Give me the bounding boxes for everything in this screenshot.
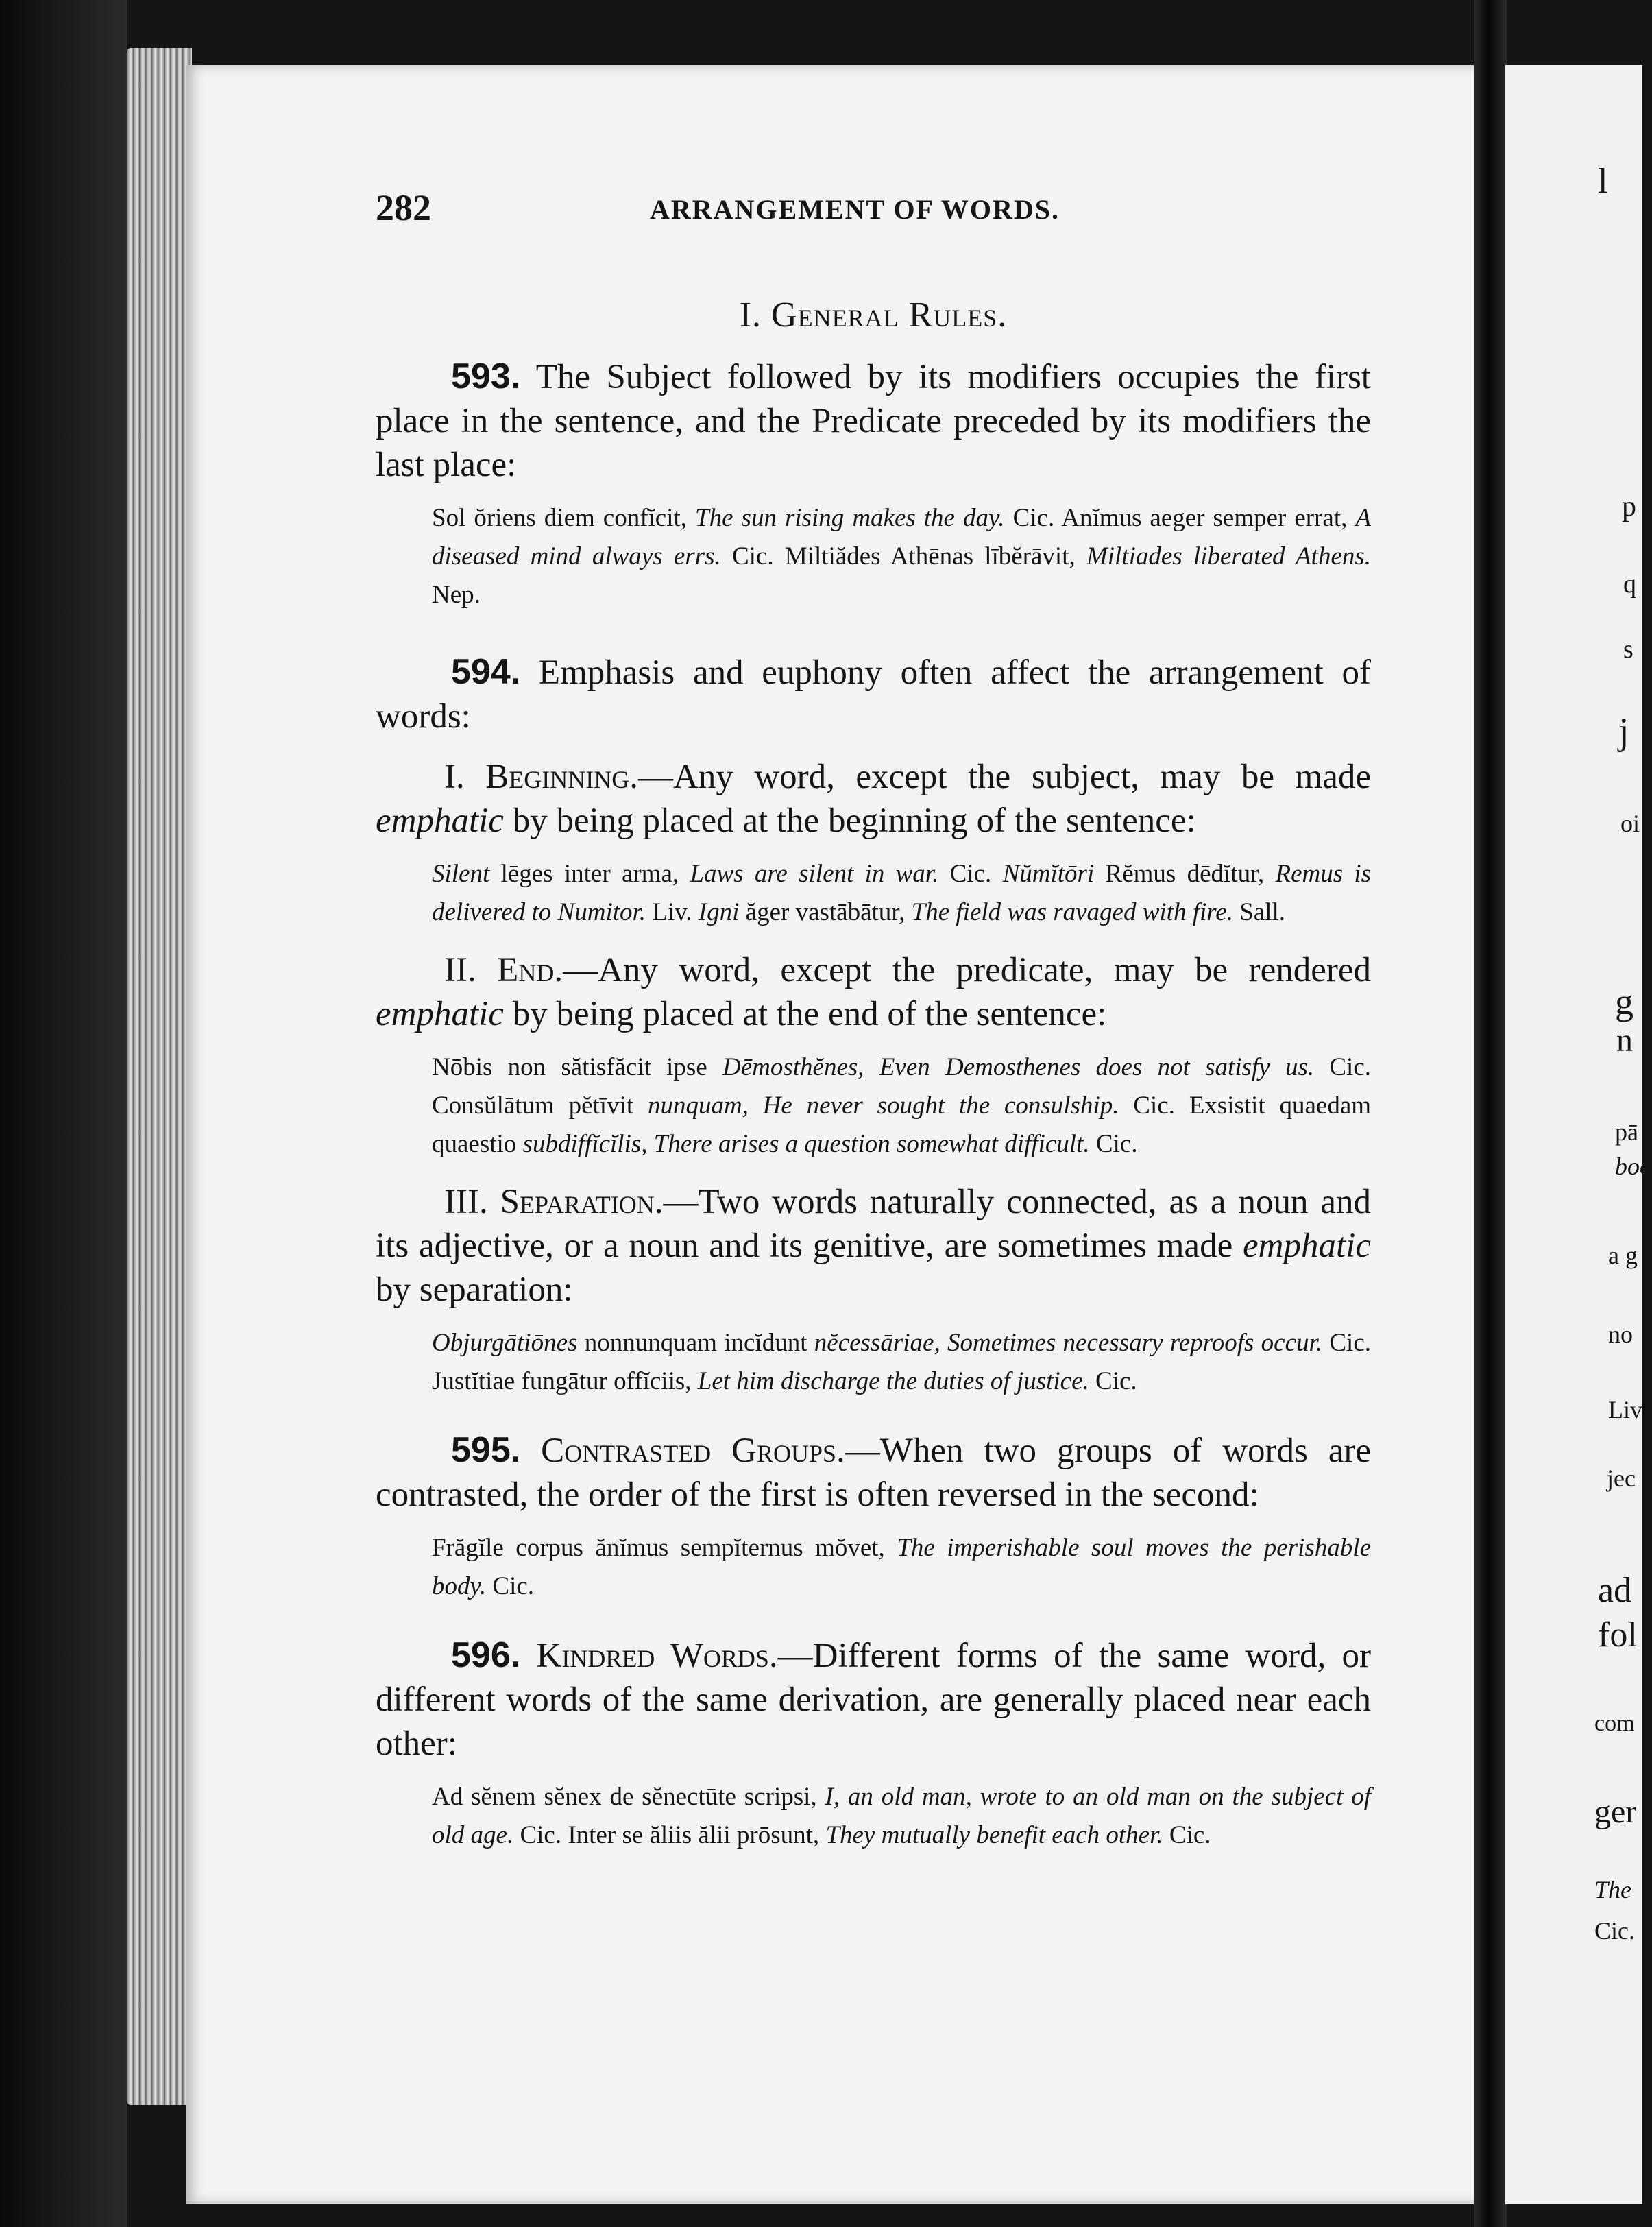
latin-emphatic-word: subdiffĭcĭlis,	[522, 1130, 648, 1158]
latin-example: ăger vastābātur,	[745, 898, 906, 926]
source-citation: Nep.	[432, 581, 481, 609]
right-page-fragment: g	[1615, 981, 1633, 1022]
section-number: 593.	[451, 357, 521, 396]
examples-end	[376, 1048, 1371, 1164]
latin-emphatic-word: Nŭmĭtōri	[1002, 860, 1095, 888]
paragraph-text: —Different forms of the same word, or different words of the same derivation, are generally placed near each other:	[376, 1637, 1371, 1763]
source-citation: Cic.	[1169, 1821, 1211, 1849]
right-page-fragment: a g	[1608, 1242, 1638, 1269]
english-translation: A diseased mind always errs.	[432, 504, 1372, 570]
english-translation: Even Demosthenes does not satisfy us.	[879, 1053, 1315, 1081]
latin-emphatic-word: Silent	[432, 860, 490, 888]
right-page-fragment: ad	[1598, 1571, 1632, 1610]
paragraph-596	[376, 1633, 1371, 1766]
rule-text: —Any word, except the predicate, may be rendered	[563, 951, 1371, 989]
source-citation: Cic.	[1095, 1367, 1137, 1395]
right-page-fragment: pā	[1615, 1118, 1638, 1146]
latin-example: Justĭtiae fungātur offĭciis,	[432, 1367, 692, 1395]
english-translation: Let him discharge the duties of justice.	[697, 1367, 1089, 1395]
book-gutter	[1474, 0, 1507, 2227]
latin-emphatic-word: Dēmosthĕnes,	[722, 1053, 864, 1081]
right-page-fragment: Cic.	[1594, 1917, 1635, 1945]
source-citation: Cic.	[492, 1572, 535, 1600]
rule-text: by being placed at the beginning of the sentence:	[512, 802, 1196, 840]
english-translation: The field was ravaged with fire.	[911, 898, 1233, 926]
page-body	[376, 295, 1371, 1855]
right-page-fragment: fol	[1598, 1615, 1638, 1654]
page-number: 282	[376, 187, 431, 228]
latin-example: Sol ŏriens diem confĭcit,	[432, 504, 688, 532]
section-number: 596.	[451, 1635, 521, 1675]
examples-596	[376, 1778, 1371, 1855]
rule-text: —Any word, except the subject, may be made	[637, 758, 1371, 796]
latin-emphatic-word: nĕcessāriae,	[814, 1329, 940, 1357]
latin-emphatic-word: nunquam,	[647, 1092, 749, 1120]
source-citation: Cic.	[1329, 1053, 1371, 1081]
rule-separation	[376, 1180, 1371, 1312]
english-translation: Miltiades liberated Athens.	[1086, 542, 1372, 570]
english-translation: He never sought the consulship.	[762, 1092, 1119, 1120]
paragraph-594	[376, 650, 1371, 738]
rule-label: I. Beginning.	[444, 758, 638, 796]
english-translation: Laws are silent in war.	[690, 860, 939, 888]
english-translation: There arises a question somewhat difficult.	[653, 1130, 1090, 1158]
right-page-fragment: boo	[1615, 1153, 1652, 1180]
section-number: 595.	[451, 1430, 521, 1470]
latin-example: Exsistit quaedam quaestio	[432, 1092, 1372, 1158]
latin-example: lēges inter arma,	[500, 860, 679, 888]
english-translation: The sun rising makes the day.	[695, 504, 1005, 532]
paragraph-text: —When two groups of words are contrasted, the order of the first is often reversed in the second:	[376, 1432, 1371, 1514]
rule-label: III. Separation.	[444, 1183, 664, 1221]
source-citation: Cic.	[1012, 504, 1055, 532]
latin-example: Inter se ăliis ălii prōsunt,	[568, 1821, 820, 1849]
examples-593	[376, 499, 1371, 614]
rule-label: II. End.	[444, 951, 563, 989]
paragraph-label: Kindred Words.	[536, 1637, 778, 1675]
latin-example: Frăgĭle corpus ănĭmus sempĭternus mŏvet,	[432, 1534, 885, 1562]
right-page-fragment: com	[1594, 1711, 1635, 1736]
right-page-fragment: The	[1594, 1876, 1631, 1903]
source-citation: Sall.	[1239, 898, 1286, 926]
right-page-fragment: l	[1598, 162, 1608, 201]
english-translation: The imperishable soul moves the perishable body.	[432, 1534, 1371, 1600]
paragraph-593	[376, 354, 1371, 487]
examples-separation	[376, 1324, 1371, 1401]
emphasis-word: emphatic	[1243, 1227, 1371, 1265]
latin-example: Consŭlātum pĕtīvit	[432, 1092, 634, 1120]
latin-example: nonnunquam incĭdunt	[584, 1329, 807, 1357]
paragraph-text: Emphasis and euphony often affect the arrangement of words:	[376, 653, 1371, 736]
running-title: ARRANGEMENT OF WORDS.	[650, 194, 1060, 225]
latin-example: Anĭmus aeger semper errat,	[1061, 504, 1348, 532]
running-head	[376, 186, 1370, 234]
page-edges	[127, 48, 192, 2105]
right-page-fragment: ger	[1594, 1794, 1637, 1830]
latin-example: Miltiădes Athēnas lībĕrāvit,	[784, 542, 1076, 570]
source-citation: Cic.	[949, 860, 992, 888]
source-citation: Cic.	[520, 1821, 562, 1849]
right-page-fragment: n	[1616, 1022, 1633, 1059]
right-page	[1505, 65, 1652, 2204]
rule-text: by being placed at the end of the sentence:	[512, 995, 1107, 1033]
source-citation: Cic.	[1133, 1092, 1175, 1120]
source-citation: Cic.	[731, 542, 774, 570]
paragraph-595	[376, 1428, 1371, 1517]
right-page-fragment: oi	[1620, 810, 1640, 837]
examples-beginning	[376, 855, 1371, 932]
emphasis-word: emphatic	[376, 995, 504, 1033]
latin-emphatic-word: Objurgātiōnes	[432, 1329, 578, 1357]
latin-example: Nōbis non sătisfăcit ipse	[432, 1053, 707, 1081]
english-translation: I, an old man, wrote to an old man on the subject of old age.	[432, 1783, 1371, 1849]
right-page-fragment: s	[1623, 635, 1633, 664]
book-spine	[0, 0, 127, 2227]
latin-example: Rĕmus dēdĭtur,	[1105, 860, 1265, 888]
right-page-fragment: j	[1618, 710, 1629, 753]
paragraph-label: Contrasted Groups.	[541, 1432, 845, 1470]
english-translation: They mutually benefit each other.	[825, 1821, 1163, 1849]
latin-example: Ad sĕnem sĕnex de sĕnectūte scripsi,	[432, 1783, 817, 1811]
source-citation: Cic.	[1329, 1329, 1371, 1357]
rule-text: by separation:	[376, 1271, 573, 1309]
right-page-fragment: Liv	[1608, 1396, 1642, 1423]
source-citation: Liv.	[652, 898, 692, 926]
section-number: 594.	[451, 652, 521, 692]
rule-text: —Two words naturally connected, as a noun and its adjective, or a noun and its genitive, are sometimes made	[376, 1183, 1372, 1265]
rule-beginning	[376, 755, 1371, 843]
source-citation: Cic.	[1095, 1130, 1138, 1158]
latin-emphatic-word: Igni	[698, 898, 740, 926]
rule-end	[376, 948, 1371, 1036]
right-page-fragment: q	[1623, 570, 1636, 599]
right-page-fragment: jec	[1607, 1465, 1636, 1492]
right-page-fragment: no	[1608, 1321, 1633, 1348]
english-translation: Sometimes necessary reproofs occur.	[947, 1329, 1323, 1357]
paragraph-text: The Subject followed by its modifiers occupies the first place in the sentence, and the Predicate preceded by its modifiers the last place:	[376, 358, 1371, 484]
section-title: I. General Rules.	[739, 296, 1008, 335]
right-page-fragment: p	[1622, 491, 1636, 522]
emphasis-word: emphatic	[376, 802, 504, 840]
examples-595	[376, 1529, 1371, 1606]
english-translation: Remus is delivered to Numitor.	[432, 860, 1372, 926]
